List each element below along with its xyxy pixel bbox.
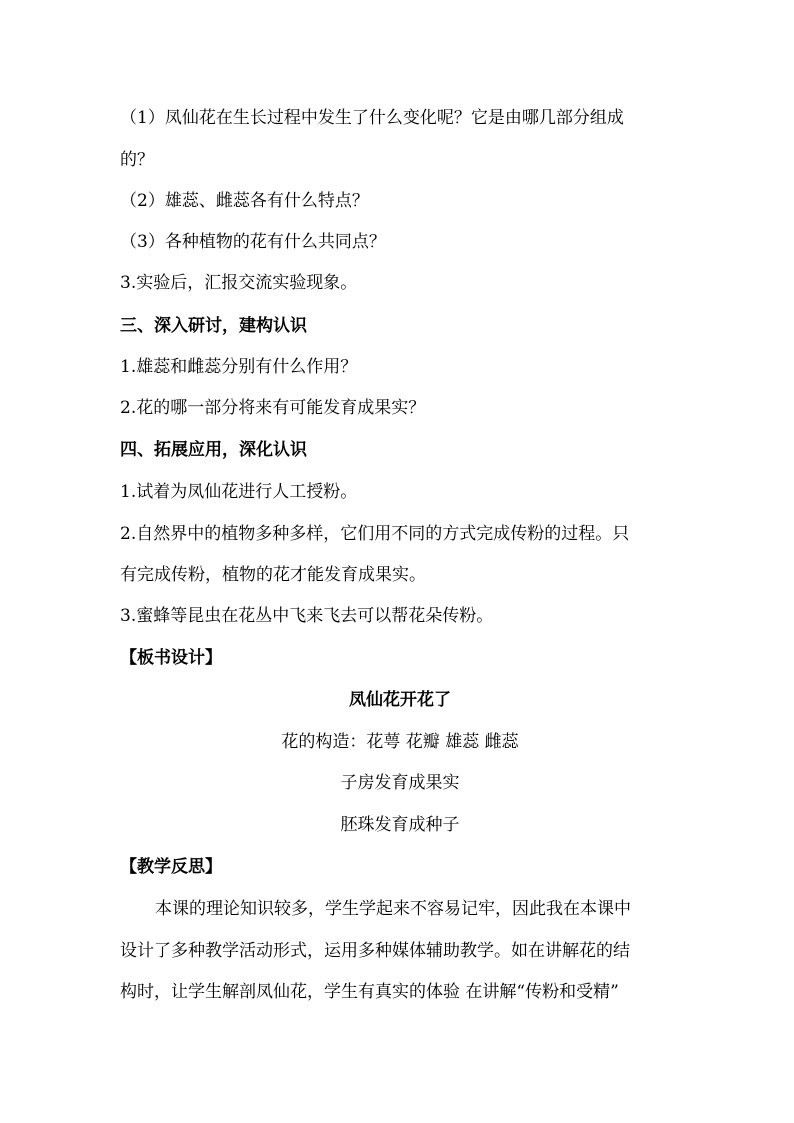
question-3: （3）各种植物的花有什么共同点？: [120, 232, 386, 252]
board-flower-structure: 花的构造：花萼 花瓣 雄蕊 雌蕊: [281, 732, 519, 752]
board-ovule-line: 胚珠发育成种子: [340, 815, 460, 835]
section-4-item-3: 3.蜜蜂等昆虫在花丛中飞来飞去可以帮花朵传粉。: [120, 606, 494, 626]
reflection-line-1: 本课的理论知识较多，学生学起来不容易记牢，因此我在本课中: [155, 899, 631, 919]
section-3-item-1: 1.雄蕊和雌蕊分别有什么作用？: [120, 357, 358, 377]
section-3-item-2: 2.花的哪一部分将来有可能发育成果实？: [120, 398, 426, 418]
section-4-item-2-line-2: 有完成传粉，植物的花才能发育成果实。: [120, 565, 426, 585]
board-title: 凤仙花开花了: [349, 690, 451, 710]
section-4-heading: 四、拓展应用，深化认识: [120, 440, 307, 460]
section-3-heading: 三、深入研讨，建构认识: [120, 316, 307, 336]
reflection-line-3: 构时，让学生解剖凤仙花，学生有真实的体验 在讲解“传粉和受精”: [120, 982, 619, 1002]
question-1-line-1: （1）凤仙花在生长过程中发生了什么变化呢？它是由哪几部分组成: [120, 108, 624, 128]
teaching-reflection-heading: 【教学反思】: [120, 857, 222, 877]
board-design-heading: 【板书设计】: [120, 648, 222, 668]
question-1-line-2: 的？: [120, 150, 154, 170]
section-4-item-1: 1.试着为凤仙花进行人工授粉。: [120, 482, 358, 502]
step-3: 3.实验后，汇报交流实验现象。: [120, 273, 358, 293]
board-ovary-line: 子房发育成果实: [340, 773, 460, 793]
question-2: （2）雄蕊、雌蕊各有什么特点？: [120, 191, 369, 211]
section-4-item-2-line-1: 2.自然界中的植物多种多样，它们用不同的方式完成传粉的过程。只: [120, 524, 630, 544]
reflection-line-2: 设计了多种教学活动形式，运用多种媒体辅助教学。如在讲解花的结: [120, 941, 630, 961]
